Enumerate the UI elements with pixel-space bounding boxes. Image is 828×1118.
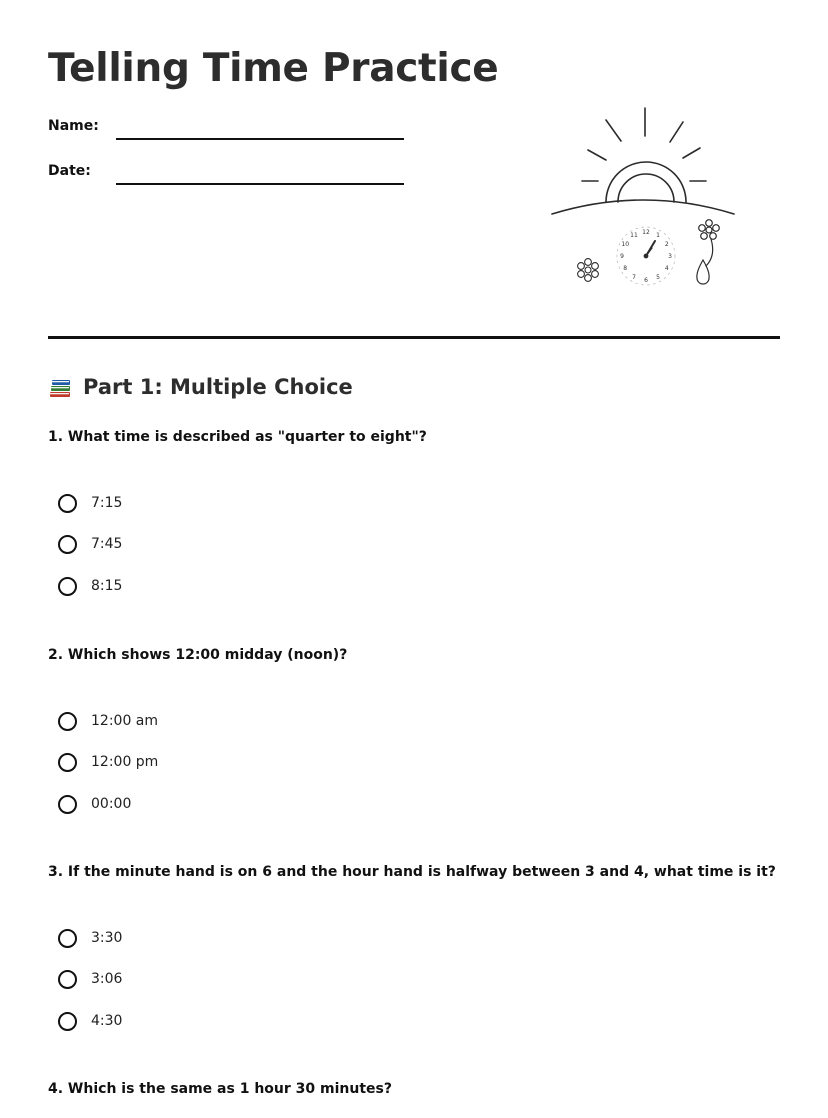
name-label: Name: <box>48 118 99 134</box>
date-label: Date: <box>48 163 91 179</box>
q3-option-a[interactable] <box>58 925 358 951</box>
sun-ray-icon <box>683 148 700 158</box>
sun-ray-icon <box>606 120 621 141</box>
sun-ray-icon <box>588 150 606 160</box>
option-label: 12:00 pm <box>91 754 159 770</box>
radio-button[interactable] <box>58 929 77 948</box>
books-icon <box>48 374 74 400</box>
question-text: 3. If the minute hand is on 6 and the hour hand is halfway between 3 and 4, what time is it? <box>48 864 776 880</box>
clock-numeral: 5 <box>656 273 660 281</box>
radio-button[interactable] <box>58 712 77 731</box>
sun-ray-icon <box>670 122 683 142</box>
sunrise-clock-flowers-illustration <box>548 98 748 298</box>
q2-option-c[interactable] <box>58 791 358 817</box>
section-heading-part-1 <box>48 374 353 400</box>
option-label: 00:00 <box>91 796 132 812</box>
clock-numeral: 6 <box>644 277 648 284</box>
flower-icon <box>578 259 599 282</box>
q1-option-b[interactable] <box>58 531 358 557</box>
option-label: 8:15 <box>91 578 123 594</box>
radio-button[interactable] <box>58 795 77 814</box>
section-heading-text: Part 1: Multiple Choice <box>83 375 353 399</box>
option-label: 3:30 <box>91 930 123 946</box>
radio-button[interactable] <box>58 970 77 989</box>
clock-numeral: 9 <box>620 253 624 260</box>
clock-numeral: 10 <box>621 241 630 248</box>
section-divider <box>48 336 780 339</box>
sun-inner-icon <box>618 174 674 202</box>
clock-numeral: 4 <box>664 265 669 272</box>
radio-button[interactable] <box>58 753 77 772</box>
option-label: 4:30 <box>91 1013 123 1029</box>
option-label: 7:15 <box>91 495 123 511</box>
question-text: 4. Which is the same as 1 hour 30 minutes? <box>48 1081 392 1097</box>
worksheet-page <box>48 0 780 1118</box>
clock-numeral: 2 <box>664 241 669 248</box>
option-label: 12:00 am <box>91 713 159 729</box>
clock-numeral: 1 <box>656 232 660 240</box>
radio-button[interactable] <box>58 494 77 513</box>
clock-icon <box>617 227 675 285</box>
q3-option-c[interactable] <box>58 1008 358 1034</box>
date-input-line[interactable] <box>116 183 404 185</box>
date-field <box>48 163 408 187</box>
name-field <box>48 118 408 142</box>
question-text: 2. Which shows 12:00 midday (noon)? <box>48 647 348 663</box>
option-label: 7:45 <box>91 536 123 552</box>
flower-icon <box>699 220 720 266</box>
clock-numeral: 7 <box>632 273 636 281</box>
q1-option-a[interactable] <box>58 490 358 516</box>
name-input-line[interactable] <box>116 138 404 140</box>
clock-numeral: 12 <box>642 229 650 236</box>
q2-option-a[interactable] <box>58 708 358 734</box>
clock-numeral: 3 <box>668 253 672 260</box>
q3-option-b[interactable] <box>58 966 358 992</box>
page-title: Telling Time Practice <box>48 46 499 91</box>
hill-horizon-icon <box>552 200 734 214</box>
water-drop-icon <box>697 260 709 284</box>
radio-button[interactable] <box>58 577 77 596</box>
question-text: 1. What time is described as "quarter to eight"? <box>48 429 427 445</box>
radio-button[interactable] <box>58 535 77 554</box>
clock-numeral: 11 <box>630 232 638 240</box>
option-label: 3:06 <box>91 971 123 987</box>
radio-button[interactable] <box>58 1012 77 1031</box>
q1-option-c[interactable] <box>58 573 358 599</box>
q2-option-b[interactable] <box>58 749 358 775</box>
clock-numeral: 8 <box>623 265 628 272</box>
